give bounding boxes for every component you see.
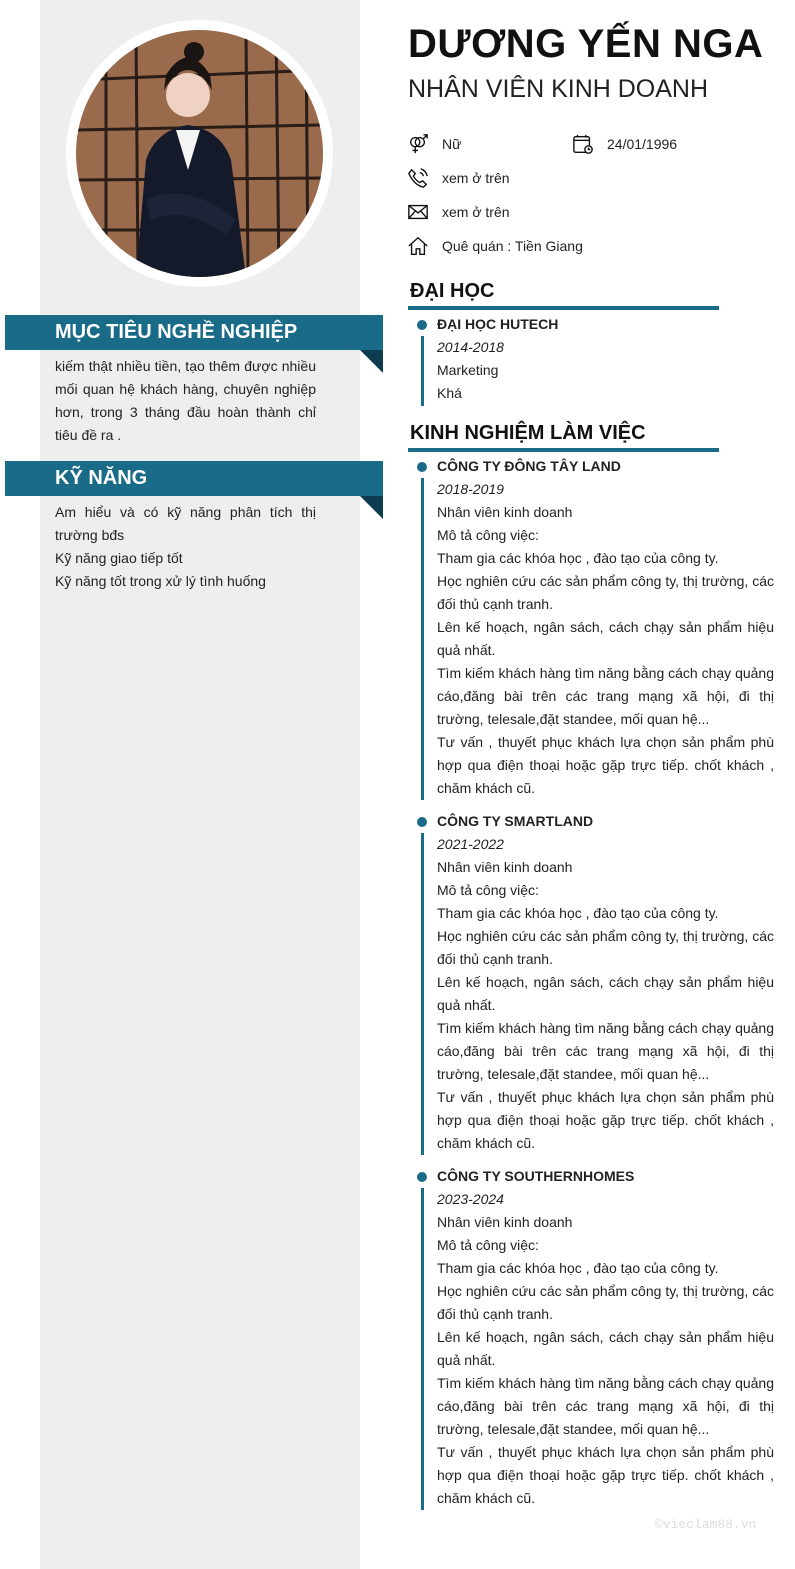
timeline-line bbox=[421, 478, 424, 800]
candidate-title: NHÂN VIÊN KINH DOANH bbox=[408, 75, 709, 103]
divider bbox=[408, 306, 719, 310]
job-description-line: Học nghiên cứu các sản phẩm công ty, thị trường, các đối thủ cạnh tranh. bbox=[437, 573, 774, 612]
objective-heading: MỤC TIÊU NGHỀ NGHIỆP bbox=[5, 315, 383, 350]
company-name: CÔNG TY SOUTHERNHOMES bbox=[437, 1168, 635, 1184]
skill-item: Am hiểu và có kỹ năng phân tích thị trường bđs bbox=[55, 504, 316, 543]
divider bbox=[408, 448, 719, 452]
home-icon bbox=[407, 235, 429, 257]
job-description-line: Tư vấn , thuyết phục khách lựa chọn sản phẩm phù hợp qua điện thoại hoặc gặp trực tiếp. chốt khách , chăm khách cũ. bbox=[437, 1444, 774, 1506]
phone-icon bbox=[407, 167, 429, 189]
education-entry bbox=[437, 313, 774, 405]
education-heading: ĐẠI HỌC bbox=[410, 280, 495, 302]
school-name: ĐẠI HỌC HUTECH bbox=[437, 316, 559, 332]
email-row bbox=[407, 201, 510, 223]
job-description-line: Tham gia các khóa học , đào tạo của công ty. bbox=[437, 1260, 719, 1276]
company-name: CÔNG TY ĐÔNG TÂY LAND bbox=[437, 458, 621, 474]
skills-list bbox=[55, 501, 316, 593]
job-description-line: Tìm kiếm khách hàng tìm năng bằng cách chạy quảng cáo,đăng bài trên các trang mạng xã hội, đi thị trường, telesale,đặt standee, mối quan hệ... bbox=[437, 665, 774, 727]
job-years: 2023-2024 bbox=[437, 1191, 504, 1207]
timeline-dot bbox=[417, 817, 427, 827]
timeline-dot bbox=[417, 462, 427, 472]
job-description-line: Tham gia các khóa học , đào tạo của công ty. bbox=[437, 905, 719, 921]
timeline-line bbox=[421, 336, 424, 406]
job-description-line: Mô tả công việc: bbox=[437, 527, 539, 543]
gender-row bbox=[407, 133, 461, 155]
job-years: 2021-2022 bbox=[437, 836, 504, 852]
major: Marketing bbox=[437, 362, 499, 378]
job-role: Nhân viên kinh doanh bbox=[437, 504, 573, 520]
timeline-dot bbox=[417, 1172, 427, 1182]
birthdate-row bbox=[572, 133, 677, 155]
job-years: 2018-2019 bbox=[437, 481, 504, 497]
ribbon-fold bbox=[360, 350, 383, 373]
envelope-icon bbox=[407, 201, 429, 223]
timeline-dot bbox=[417, 320, 427, 330]
job-description-line: Tham gia các khóa học , đào tạo của công ty. bbox=[437, 550, 719, 566]
timeline-line bbox=[421, 1188, 424, 1510]
job-description-line: Lên kế hoạch, ngân sách, cách chạy sản phẩm hiệu quả nhất. bbox=[437, 1329, 774, 1368]
job-description-line: Học nghiên cứu các sản phẩm công ty, thị trường, các đối thủ cạnh tranh. bbox=[437, 1283, 774, 1322]
candidate-name: DƯƠNG YẾN NGA bbox=[408, 22, 764, 66]
job-role: Nhân viên kinh doanh bbox=[437, 1214, 573, 1230]
phone-row bbox=[407, 167, 510, 189]
job-description-line: Tư vấn , thuyết phục khách lựa chọn sản phẩm phù hợp qua điện thoại hoặc gặp trực tiếp. chốt khách , chăm khách cũ. bbox=[437, 1089, 774, 1151]
gender-value: Nữ bbox=[442, 136, 462, 152]
company-name: CÔNG TY SMARTLAND bbox=[437, 813, 594, 829]
hometown-row bbox=[407, 235, 583, 257]
calendar-icon bbox=[572, 133, 594, 155]
job-entry bbox=[437, 1165, 774, 1510]
job-description-line: Mô tả công việc: bbox=[437, 882, 539, 898]
profile-photo bbox=[66, 20, 333, 287]
skills-heading: KỸ NĂNG bbox=[5, 461, 383, 496]
ribbon-fold bbox=[360, 496, 383, 519]
job-description-line: Mô tả công việc: bbox=[437, 1237, 539, 1253]
experience-heading: KINH NGHIỆM LÀM VIỆC bbox=[410, 422, 646, 444]
job-description-line: Lên kế hoạch, ngân sách, cách chạy sản phẩm hiệu quả nhất. bbox=[437, 974, 774, 1013]
watermark: ©vieclam88.vn bbox=[655, 1517, 757, 1532]
gender-icon bbox=[407, 133, 429, 155]
job-entry bbox=[437, 455, 774, 800]
birthdate-value: 24/01/1996 bbox=[607, 136, 678, 152]
job-role: Nhân viên kinh doanh bbox=[437, 859, 573, 875]
grade: Khá bbox=[437, 385, 462, 401]
email-value: xem ở trên bbox=[442, 204, 510, 220]
job-entry bbox=[437, 810, 774, 1155]
education-years: 2014-2018 bbox=[437, 339, 504, 355]
hometown-value: Quê quán : Tiền Giang bbox=[442, 238, 583, 254]
skill-item: Kỹ năng giao tiếp tốt bbox=[55, 550, 183, 566]
job-description-line: Học nghiên cứu các sản phẩm công ty, thị trường, các đối thủ cạnh tranh. bbox=[437, 928, 774, 967]
phone-value: xem ở trên bbox=[442, 170, 510, 186]
skill-item: Kỹ năng tốt trong xử lý tình huống bbox=[55, 573, 266, 589]
job-description-line: Tìm kiếm khách hàng tìm năng bằng cách chạy quảng cáo,đăng bài trên các trang mạng xã hội, đi thị trường, telesale,đặt standee, mối quan hệ... bbox=[437, 1375, 774, 1437]
job-description-line: Lên kế hoạch, ngân sách, cách chạy sản phẩm hiệu quả nhất. bbox=[437, 619, 774, 658]
job-description-line: Tư vấn , thuyết phục khách lựa chọn sản phẩm phù hợp qua điện thoại hoặc gặp trực tiếp. chốt khách , chăm khách cũ. bbox=[437, 734, 774, 796]
job-description-line: Tìm kiếm khách hàng tìm năng bằng cách chạy quảng cáo,đăng bài trên các trang mạng xã hội, đi thị trường, telesale,đặt standee, mối quan hệ... bbox=[437, 1020, 774, 1082]
objective-text: kiếm thật nhiều tiền, tạo thêm được nhiều mối quan hệ khách hàng, chuyên nghiệp hơn, trong 3 tháng đầu hoàn thành chỉ tiêu đề ra . bbox=[55, 358, 316, 443]
timeline-line bbox=[421, 833, 424, 1155]
